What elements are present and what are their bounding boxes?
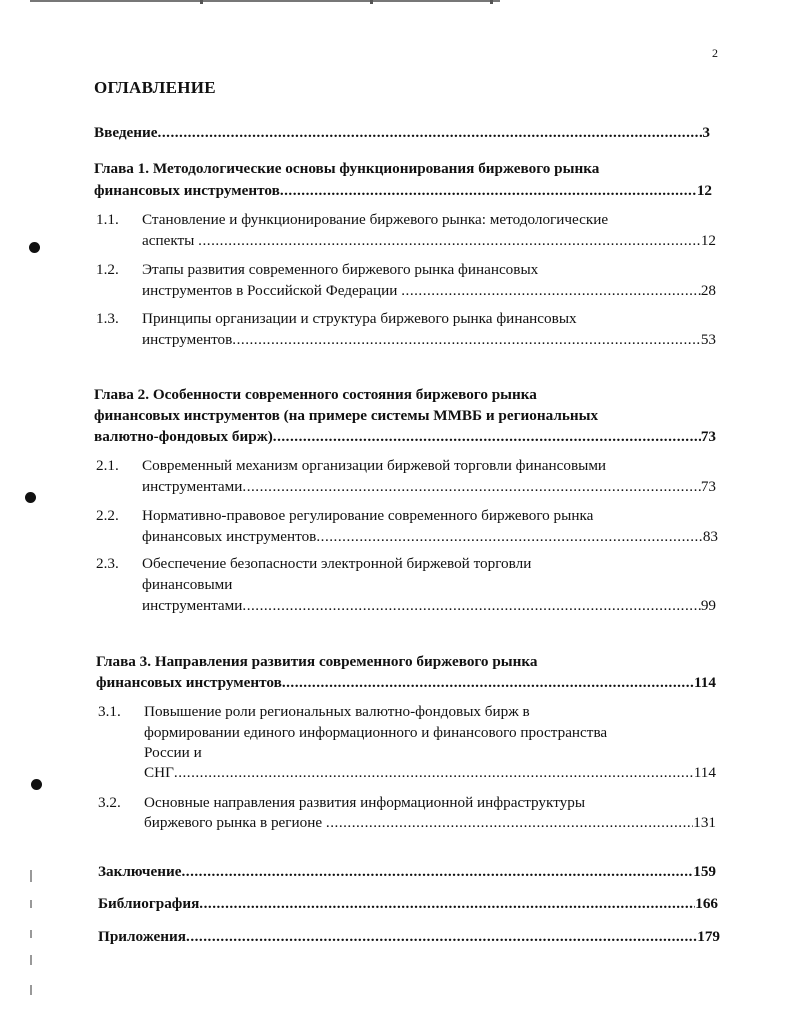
section-number: 1.3. <box>96 310 119 327</box>
dot-leader <box>326 813 693 833</box>
dot-leader <box>232 330 701 350</box>
section-2-3-line1: Обеспечение безопасности электронной биржевой торговли <box>142 555 532 572</box>
dot-leader <box>242 477 700 497</box>
toc-entry-1-1[interactable] <box>142 231 716 251</box>
punch-hole-mark <box>29 242 40 253</box>
chapter1-title-line1: Глава 1. Методологические основы функционирования биржевого рынка <box>94 160 600 177</box>
punch-hole-mark <box>31 779 42 790</box>
toc-entry-3-1[interactable] <box>144 763 716 783</box>
chapter2-title-line2: финансовых инструментов (на примере системы ММВБ и региональных <box>94 407 599 424</box>
section-number: 2.3. <box>96 555 119 572</box>
section-number: 2.2. <box>96 507 119 524</box>
entry-page: 114 <box>693 764 716 781</box>
margin-mark <box>30 930 32 938</box>
section-3-1-line1: Повышение роли региональных валютно-фондовых бирж в <box>144 703 530 720</box>
entry-page: 159 <box>693 863 716 880</box>
entry-page: 179 <box>697 928 720 945</box>
entry-page: 166 <box>695 895 718 912</box>
scan-tick <box>370 0 373 4</box>
section-2-2-line1: Нормативно-правовое регулирование современного биржевого рынка <box>142 507 594 524</box>
entry-page: 73 <box>700 478 716 495</box>
dot-leader <box>401 281 701 301</box>
entry-label: валютно-фондовых бирж) <box>94 428 273 445</box>
punch-hole-mark <box>25 492 36 503</box>
dot-leader <box>316 527 702 547</box>
entry-page: 53 <box>700 331 716 348</box>
section-number: 1.1. <box>96 211 119 228</box>
dot-leader <box>242 596 700 616</box>
entry-label: финансовых инструментов <box>142 528 317 545</box>
entry-page: 114 <box>694 674 716 691</box>
entry-label: аспекты <box>142 232 195 249</box>
chapter3-title-line1: Глава 3. Направления развития современного биржевого рынка <box>96 653 538 670</box>
entry-label: Библиография <box>98 895 200 912</box>
dot-leader <box>174 763 694 783</box>
toc-entry-conclusion[interactable] <box>98 862 716 882</box>
chapter2-title-line1: Глава 2. Особенности современного состояния биржевого рынка <box>94 386 537 403</box>
entry-label: инструментов <box>142 331 233 348</box>
margin-mark <box>30 870 32 882</box>
dot-leader <box>280 181 697 201</box>
section-1-1-line1: Становление и функционирование биржевого рынка: методологические <box>142 211 609 228</box>
entry-page: 83 <box>702 528 718 545</box>
entry-page: 99 <box>700 597 716 614</box>
margin-mark <box>30 955 32 965</box>
scan-tick <box>200 0 203 4</box>
toc-entry-2-3[interactable] <box>142 596 716 616</box>
dot-leader <box>199 894 695 914</box>
entry-page: 28 <box>700 282 716 299</box>
margin-mark <box>30 900 32 908</box>
entry-label: биржевого рынка в регионе <box>144 814 323 831</box>
section-3-1-line2: формировании единого информационного и финансового пространства <box>144 724 608 741</box>
section-2-3-line2: финансовыми <box>142 576 233 593</box>
toc-entry-chapter1[interactable] <box>94 181 712 201</box>
toc-entry-appendices[interactable] <box>98 927 720 947</box>
entry-label: Приложения <box>98 928 187 945</box>
dot-leader <box>273 427 701 447</box>
entry-label: инструментами <box>142 597 243 614</box>
section-number: 2.1. <box>96 457 119 474</box>
entry-label: Введение <box>94 124 158 141</box>
dot-leader <box>158 123 703 143</box>
entry-label: финансовых инструментов <box>96 674 282 691</box>
margin-mark <box>30 985 32 995</box>
entry-label: инструментов в Российской Федерации <box>142 282 398 299</box>
section-2-1-line1: Современный механизм организации биржевой торговли финансовыми <box>142 457 607 474</box>
section-1-3-line1: Принципы организации и структура биржевого рынка финансовых <box>142 310 577 327</box>
entry-label: инструментами <box>142 478 243 495</box>
section-3-1-line3: России и <box>144 744 202 761</box>
toc-entry-chapter2[interactable] <box>94 427 716 447</box>
section-3-2-line1: Основные направления развития информационной инфраструктуры <box>144 794 586 811</box>
section-1-2-line1: Этапы развития современного биржевого рынка финансовых <box>142 261 539 278</box>
entry-label: финансовых инструментов <box>94 182 280 199</box>
dot-leader <box>282 673 694 693</box>
page-number: 2 <box>712 46 718 60</box>
toc-entry-bibliography[interactable] <box>98 894 718 914</box>
toc-entry-3-2[interactable] <box>144 813 716 833</box>
toc-entry-chapter3[interactable] <box>96 673 716 693</box>
section-number: 1.2. <box>96 261 119 278</box>
dot-leader <box>198 231 701 251</box>
entry-page: 73 <box>700 428 716 445</box>
section-number: 3.1. <box>98 703 121 720</box>
dot-leader <box>186 927 697 947</box>
toc-entry-2-1[interactable] <box>142 477 716 497</box>
toc-entry-intro[interactable] <box>94 123 710 143</box>
entry-page: 12 <box>700 232 716 249</box>
entry-label: Заключение <box>98 863 182 880</box>
toc-entry-1-2[interactable] <box>142 281 716 301</box>
section-number: 3.2. <box>98 794 121 811</box>
toc-entry-1-3[interactable] <box>142 330 716 350</box>
toc-title: ОГЛАВЛЕНИЕ <box>94 78 216 97</box>
entry-page: 12 <box>696 182 712 199</box>
entry-label: СНГ <box>144 764 174 781</box>
dot-leader <box>181 862 693 882</box>
scan-border-line <box>30 0 500 2</box>
scan-tick <box>490 0 493 4</box>
toc-entry-2-2[interactable] <box>142 527 718 547</box>
entry-page: 131 <box>693 814 716 831</box>
entry-page: 3 <box>702 124 710 141</box>
